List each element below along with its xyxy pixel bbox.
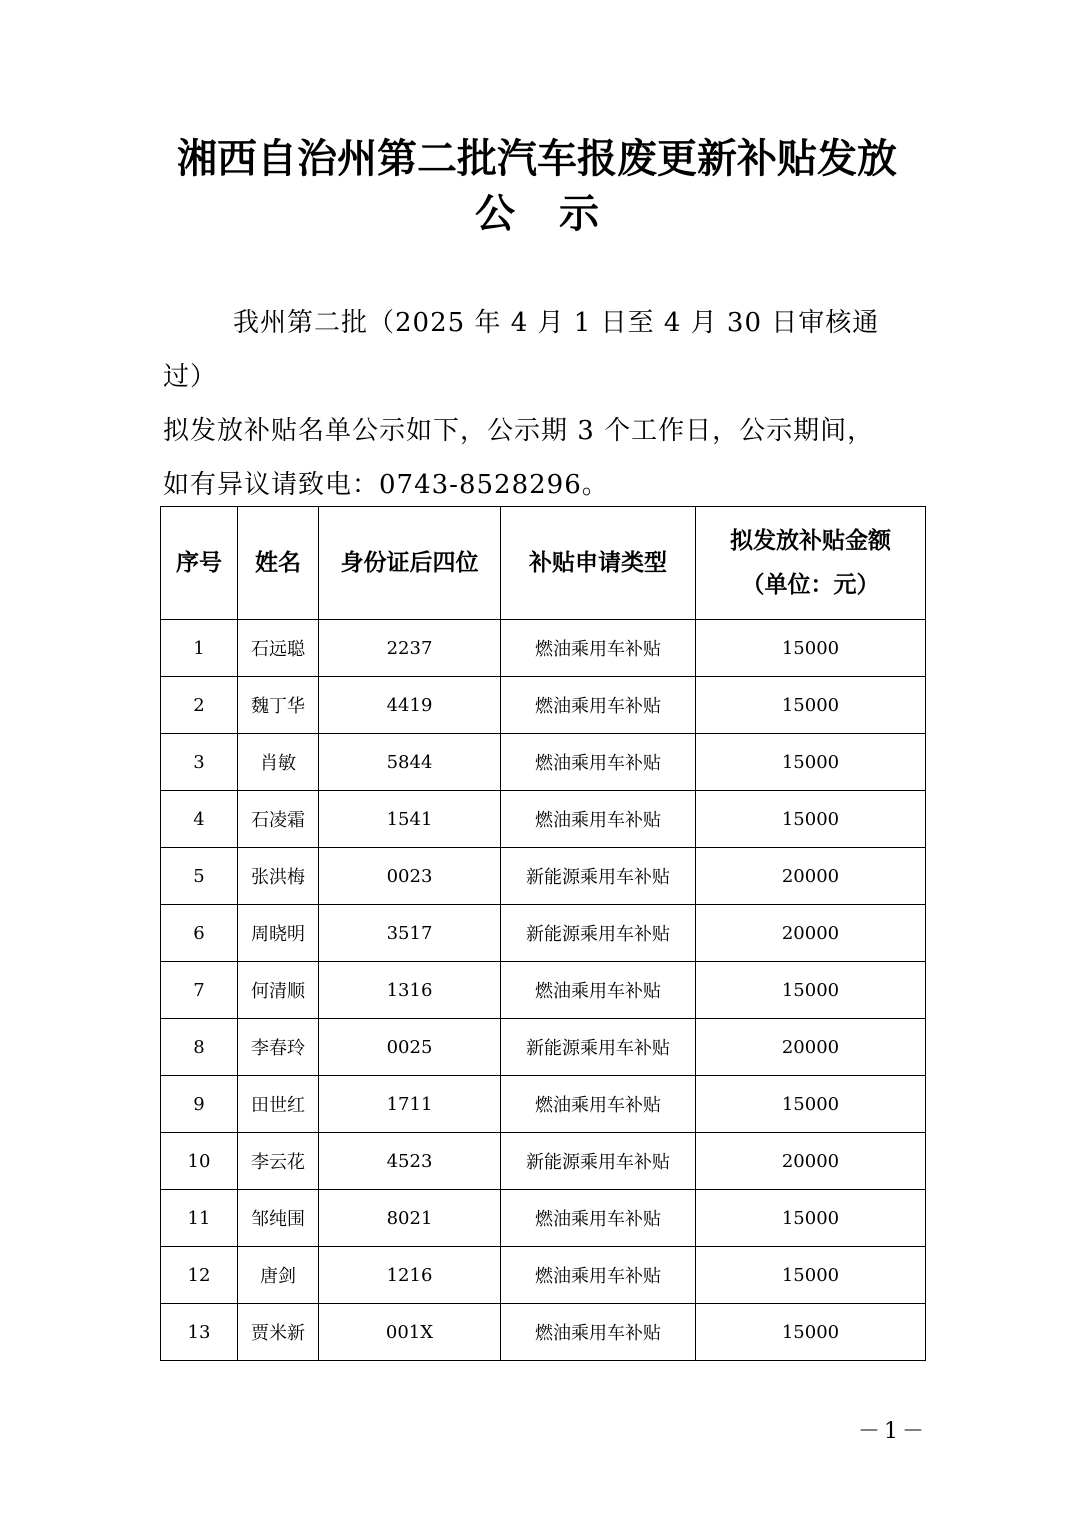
header-id-last4: 身份证后四位 — [319, 507, 501, 620]
cell-amount: 15000 — [696, 962, 926, 1019]
table-row — [161, 1190, 926, 1247]
cell-name: 邹纯围 — [238, 1190, 319, 1247]
cell-seq: 3 — [161, 734, 238, 791]
cell-amount: 15000 — [696, 677, 926, 734]
table-row — [161, 734, 926, 791]
cell-seq: 7 — [161, 962, 238, 1019]
cell-seq: 13 — [161, 1304, 238, 1361]
table-row — [161, 962, 926, 1019]
cell-name: 张洪梅 — [238, 848, 319, 905]
cell-amount: 15000 — [696, 620, 926, 677]
cell-id-last4: 001X — [319, 1304, 501, 1361]
cell-subsidy-type: 新能源乘用车补贴 — [501, 1019, 696, 1076]
cell-id-last4: 5844 — [319, 734, 501, 791]
cell-name: 田世红 — [238, 1076, 319, 1133]
cell-amount: 20000 — [696, 1019, 926, 1076]
cell-seq: 8 — [161, 1019, 238, 1076]
cell-seq: 9 — [161, 1076, 238, 1133]
cell-name: 肖敏 — [238, 734, 319, 791]
cell-seq: 12 — [161, 1247, 238, 1304]
header-seq: 序号 — [161, 507, 238, 620]
cell-subsidy-type: 燃油乘用车补贴 — [501, 1076, 696, 1133]
cell-subsidy-type: 燃油乘用车补贴 — [501, 1190, 696, 1247]
table-row — [161, 1133, 926, 1190]
notice-line-3: 如有异议请致电：0743-8528296。 — [163, 470, 609, 500]
table-row — [161, 1019, 926, 1076]
cell-subsidy-type: 新能源乘用车补贴 — [501, 905, 696, 962]
table-row — [161, 677, 926, 734]
table-row — [161, 791, 926, 848]
table-header-row — [161, 507, 926, 620]
table-body — [161, 620, 926, 1361]
cell-id-last4: 0025 — [319, 1019, 501, 1076]
cell-amount: 20000 — [696, 905, 926, 962]
cell-subsidy-type: 燃油乘用车补贴 — [501, 734, 696, 791]
cell-seq: 4 — [161, 791, 238, 848]
notice-line-2: 拟发放补贴名单公示如下，公示期 3 个工作日，公示期间， — [163, 416, 875, 446]
table-row — [161, 1076, 926, 1133]
table-row — [161, 620, 926, 677]
page-number: －1－ — [858, 1419, 928, 1444]
cell-id-last4: 0023 — [319, 848, 501, 905]
cell-name: 周晓明 — [238, 905, 319, 962]
cell-amount: 20000 — [696, 1133, 926, 1190]
header-amount-line1: 拟发放补贴金额 — [730, 527, 891, 554]
cell-amount: 15000 — [696, 1076, 926, 1133]
table-row — [161, 905, 926, 962]
cell-id-last4: 1711 — [319, 1076, 501, 1133]
cell-subsidy-type: 新能源乘用车补贴 — [501, 1133, 696, 1190]
document-title: 湘西自治州第二批汽车报废更新补贴发放 — [177, 135, 897, 182]
cell-amount: 20000 — [696, 848, 926, 905]
cell-amount: 15000 — [696, 791, 926, 848]
cell-id-last4: 8021 — [319, 1190, 501, 1247]
cell-id-last4: 3517 — [319, 905, 501, 962]
cell-subsidy-type: 燃油乘用车补贴 — [501, 962, 696, 1019]
cell-name: 李春玲 — [238, 1019, 319, 1076]
header-subsidy-type: 补贴申请类型 — [501, 507, 696, 620]
cell-seq: 11 — [161, 1190, 238, 1247]
cell-name: 石凌霜 — [238, 791, 319, 848]
cell-amount: 15000 — [696, 1190, 926, 1247]
cell-seq: 2 — [161, 677, 238, 734]
cell-seq: 10 — [161, 1133, 238, 1190]
document-title-subtitle: 公示 — [475, 190, 643, 237]
cell-subsidy-type: 燃油乘用车补贴 — [501, 620, 696, 677]
table-row — [161, 848, 926, 905]
notice-paragraph — [163, 296, 923, 512]
cell-id-last4: 4523 — [319, 1133, 501, 1190]
cell-seq: 6 — [161, 905, 238, 962]
table-row — [161, 1247, 926, 1304]
cell-subsidy-type: 新能源乘用车补贴 — [501, 848, 696, 905]
notice-line-1: 我州第二批（2025 年 4 月 1 日至 4 月 30 日审核通过） — [163, 308, 880, 392]
cell-amount: 15000 — [696, 1247, 926, 1304]
cell-seq: 1 — [161, 620, 238, 677]
subsidy-list-table — [160, 506, 926, 1361]
header-amount — [696, 507, 926, 620]
cell-subsidy-type: 燃油乘用车补贴 — [501, 1304, 696, 1361]
cell-seq: 5 — [161, 848, 238, 905]
cell-id-last4: 4419 — [319, 677, 501, 734]
cell-id-last4: 1541 — [319, 791, 501, 848]
cell-subsidy-type: 燃油乘用车补贴 — [501, 791, 696, 848]
cell-id-last4: 1316 — [319, 962, 501, 1019]
cell-amount: 15000 — [696, 1304, 926, 1361]
cell-name: 何清顺 — [238, 962, 319, 1019]
header-amount-unit: （单位：元） — [741, 571, 880, 598]
cell-name: 李云花 — [238, 1133, 319, 1190]
cell-name: 魏丁华 — [238, 677, 319, 734]
cell-subsidy-type: 燃油乘用车补贴 — [501, 677, 696, 734]
table-row — [161, 1304, 926, 1361]
cell-amount: 15000 — [696, 734, 926, 791]
cell-id-last4: 1216 — [319, 1247, 501, 1304]
cell-name: 贾米新 — [238, 1304, 319, 1361]
cell-name: 唐剑 — [238, 1247, 319, 1304]
cell-name: 石远聪 — [238, 620, 319, 677]
cell-subsidy-type: 燃油乘用车补贴 — [501, 1247, 696, 1304]
cell-id-last4: 2237 — [319, 620, 501, 677]
header-name: 姓名 — [238, 507, 319, 620]
